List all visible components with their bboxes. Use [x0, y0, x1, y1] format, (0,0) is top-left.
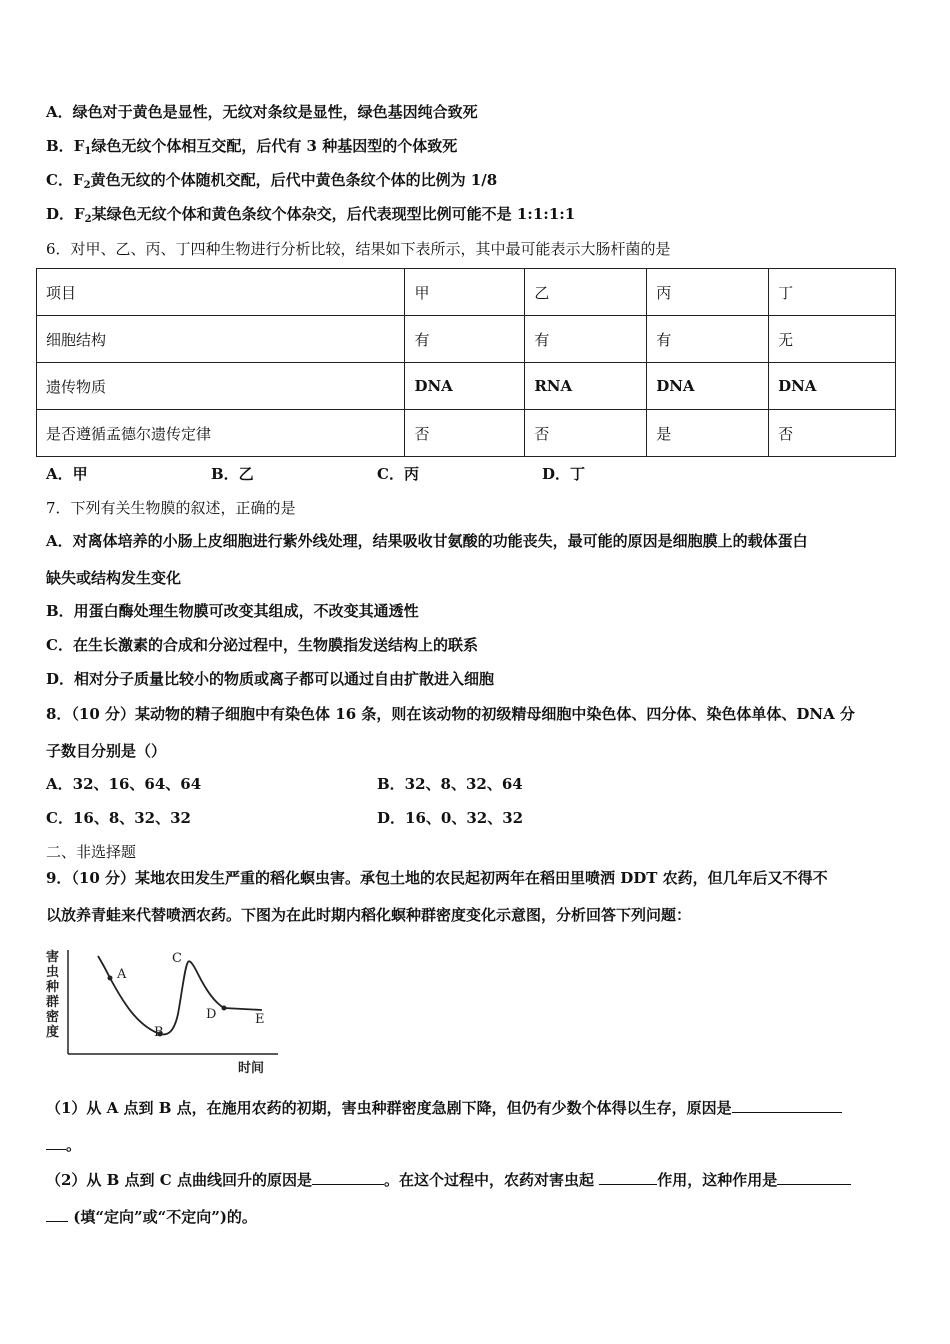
- answer-blank[interactable]: [777, 1170, 851, 1185]
- table-cell: DNA: [405, 363, 525, 410]
- answer-blank[interactable]: [599, 1170, 657, 1185]
- q8-option-a: A．32、16、64、64: [46, 775, 202, 793]
- option-label: D．: [46, 205, 75, 223]
- table-cell: 甲: [405, 269, 525, 316]
- table-header-row: [37, 269, 896, 316]
- table-cell: 否: [525, 410, 647, 457]
- question-text: 。: [66, 1136, 82, 1154]
- point-label-a: A: [117, 967, 127, 982]
- point-label-c: C: [172, 951, 182, 966]
- q8-stem-line2: 子数目分别是（）: [46, 742, 167, 760]
- option-label: B．: [46, 137, 74, 155]
- table-cell: 细胞结构: [37, 316, 405, 363]
- generation-symbol: F: [73, 137, 85, 155]
- table-cell: 丙: [647, 269, 769, 316]
- y-axis-label-char: 种: [46, 980, 60, 995]
- option-text: 黄色无纹的个体随机交配，后代中黄色条纹个体的比例为 1/8: [90, 171, 498, 189]
- point-a-marker: [108, 976, 113, 981]
- point-label-b: B: [154, 1025, 164, 1040]
- x-axis-label: 时间: [238, 1061, 265, 1076]
- generation-subscript: 2: [84, 214, 92, 225]
- generation-subscript: 2: [83, 180, 91, 191]
- q5-option-a: [46, 102, 478, 122]
- q6-comparison-table: [36, 268, 896, 457]
- table-cell: 项目: [37, 269, 405, 316]
- table-cell: DNA: [769, 363, 896, 410]
- y-axis-label-char: 害: [46, 950, 60, 965]
- option-label: A．: [46, 103, 73, 121]
- option-text: 绿色无纹个体相互交配，后代有 3 种基因型的个体致死: [91, 137, 458, 155]
- section-heading: 二、非选择题: [46, 843, 137, 861]
- table-cell: 有: [525, 316, 647, 363]
- q9-sub2-continuation: [46, 1207, 257, 1227]
- y-axis-label-char: 群: [46, 995, 60, 1010]
- population-density-graph: [40, 944, 290, 1079]
- question-text: (填“定向”或“不定向”)的。: [68, 1208, 257, 1226]
- q9-sub1: [46, 1098, 842, 1118]
- table-cell: 否: [769, 410, 896, 457]
- point-label-d: D: [206, 1007, 217, 1022]
- point-label-e: E: [255, 1012, 265, 1027]
- generation-symbol: F: [72, 171, 84, 189]
- answer-blank[interactable]: [46, 1135, 66, 1150]
- q6-option-c: C．丙: [377, 465, 419, 483]
- answer-blank[interactable]: [732, 1098, 842, 1113]
- table-row: [37, 410, 896, 457]
- q9-stem-line1: 9．（10 分）某地农田发生严重的稻化螟虫害。承包土地的农民起初两年在稻田里喷洒 DDT 农药，但几年后又不得不: [46, 869, 828, 887]
- option-text: 绿色对于黄色是显性，无纹对条纹是显性，绿色基因纯合致死: [72, 103, 478, 121]
- generation-subscript: 1: [84, 146, 92, 157]
- q5-option-d: [46, 204, 575, 230]
- table-cell: 有: [647, 316, 769, 363]
- q8-option-b: B．32、8、32、64: [377, 775, 523, 793]
- answer-blank[interactable]: [312, 1170, 384, 1185]
- answer-blank[interactable]: [46, 1207, 68, 1222]
- q7-stem: 7．下列有关生物膜的叙述，正确的是: [46, 499, 296, 517]
- q8-stem-line1: 8．（10 分）某动物的精子细胞中有染色体 16 条，则在该动物的初级精母细胞中染色体、四分体、染色体单体、DNA 分: [46, 705, 855, 723]
- table-cell: 是: [647, 410, 769, 457]
- q6-option-b: B．乙: [211, 465, 254, 483]
- table-cell: RNA: [525, 363, 647, 410]
- generation-symbol: F: [74, 205, 85, 223]
- y-axis-label-char: 虫: [46, 965, 60, 980]
- q5-option-c: [46, 170, 497, 196]
- table-cell: 有: [405, 316, 525, 363]
- q9-sub2: [46, 1170, 851, 1190]
- question-text: （1）从 A 点到 B 点，在施用农药的初期，害虫种群密度急剧下降，但仍有少数个体得以生存，原因是: [46, 1099, 732, 1117]
- q6-stem: 6．对甲、乙、丙、丁四种生物进行分析比较，结果如下表所示，其中最可能表示大肠杆菌的是: [46, 240, 671, 258]
- point-d-marker: [222, 1006, 227, 1011]
- q9-sub1-continuation: [46, 1135, 81, 1155]
- y-axis-label-char: 度: [46, 1025, 60, 1040]
- table-cell: 无: [769, 316, 896, 363]
- q6-option-a: A．甲: [46, 465, 88, 483]
- q7-option-b: B．用蛋白酶处理生物膜可改变其组成，不改变其通透性: [46, 602, 419, 620]
- question-text: 作用，这种作用是: [657, 1171, 778, 1189]
- table-cell: 丁: [769, 269, 896, 316]
- q9-stem-line2: 以放养青蛙来代替喷洒农药。下图为在此时期内稻化螟种群密度变化示意图，分析回答下列问题：: [46, 906, 692, 924]
- option-text: 某绿色无纹个体和黄色条纹个体杂交，后代表现型比例可能不是 1:1:1:1: [91, 205, 576, 223]
- table-cell: 遗传物质: [37, 363, 405, 410]
- q7-option-c: C．在生长激素的合成和分泌过程中，生物膜指发送结构上的联系: [46, 636, 478, 654]
- table-cell: 否: [405, 410, 525, 457]
- table-row: [37, 363, 896, 410]
- question-text: 。在这个过程中，农药对害虫起: [383, 1171, 594, 1189]
- table-cell: 是否遵循孟德尔遗传定律: [37, 410, 405, 457]
- q7-option-a-line2: 缺失或结构发生变化: [46, 569, 182, 587]
- q8-option-c: C．16、8、32、32: [46, 809, 191, 827]
- y-axis-label-char: 密: [46, 1010, 60, 1025]
- q7-option-d: D．相对分子质量比较小的物质或离子都可以通过自由扩散进入细胞: [46, 670, 495, 688]
- table-cell: 乙: [525, 269, 647, 316]
- table-row: [37, 316, 896, 363]
- q7-option-a-line1: A．对离体培养的小肠上皮细胞进行紫外线处理，结果吸收甘氨酸的功能丧失，最可能的原因是细胞膜上的载体蛋白: [46, 532, 808, 550]
- q5-option-b: [46, 136, 457, 162]
- question-text: （2）从 B 点到 C 点曲线回升的原因是: [46, 1171, 312, 1189]
- q8-option-d: D．16、0、32、32: [377, 809, 524, 827]
- option-label: C．: [46, 171, 73, 189]
- q6-option-d: D．丁: [542, 465, 586, 483]
- table-cell: DNA: [647, 363, 769, 410]
